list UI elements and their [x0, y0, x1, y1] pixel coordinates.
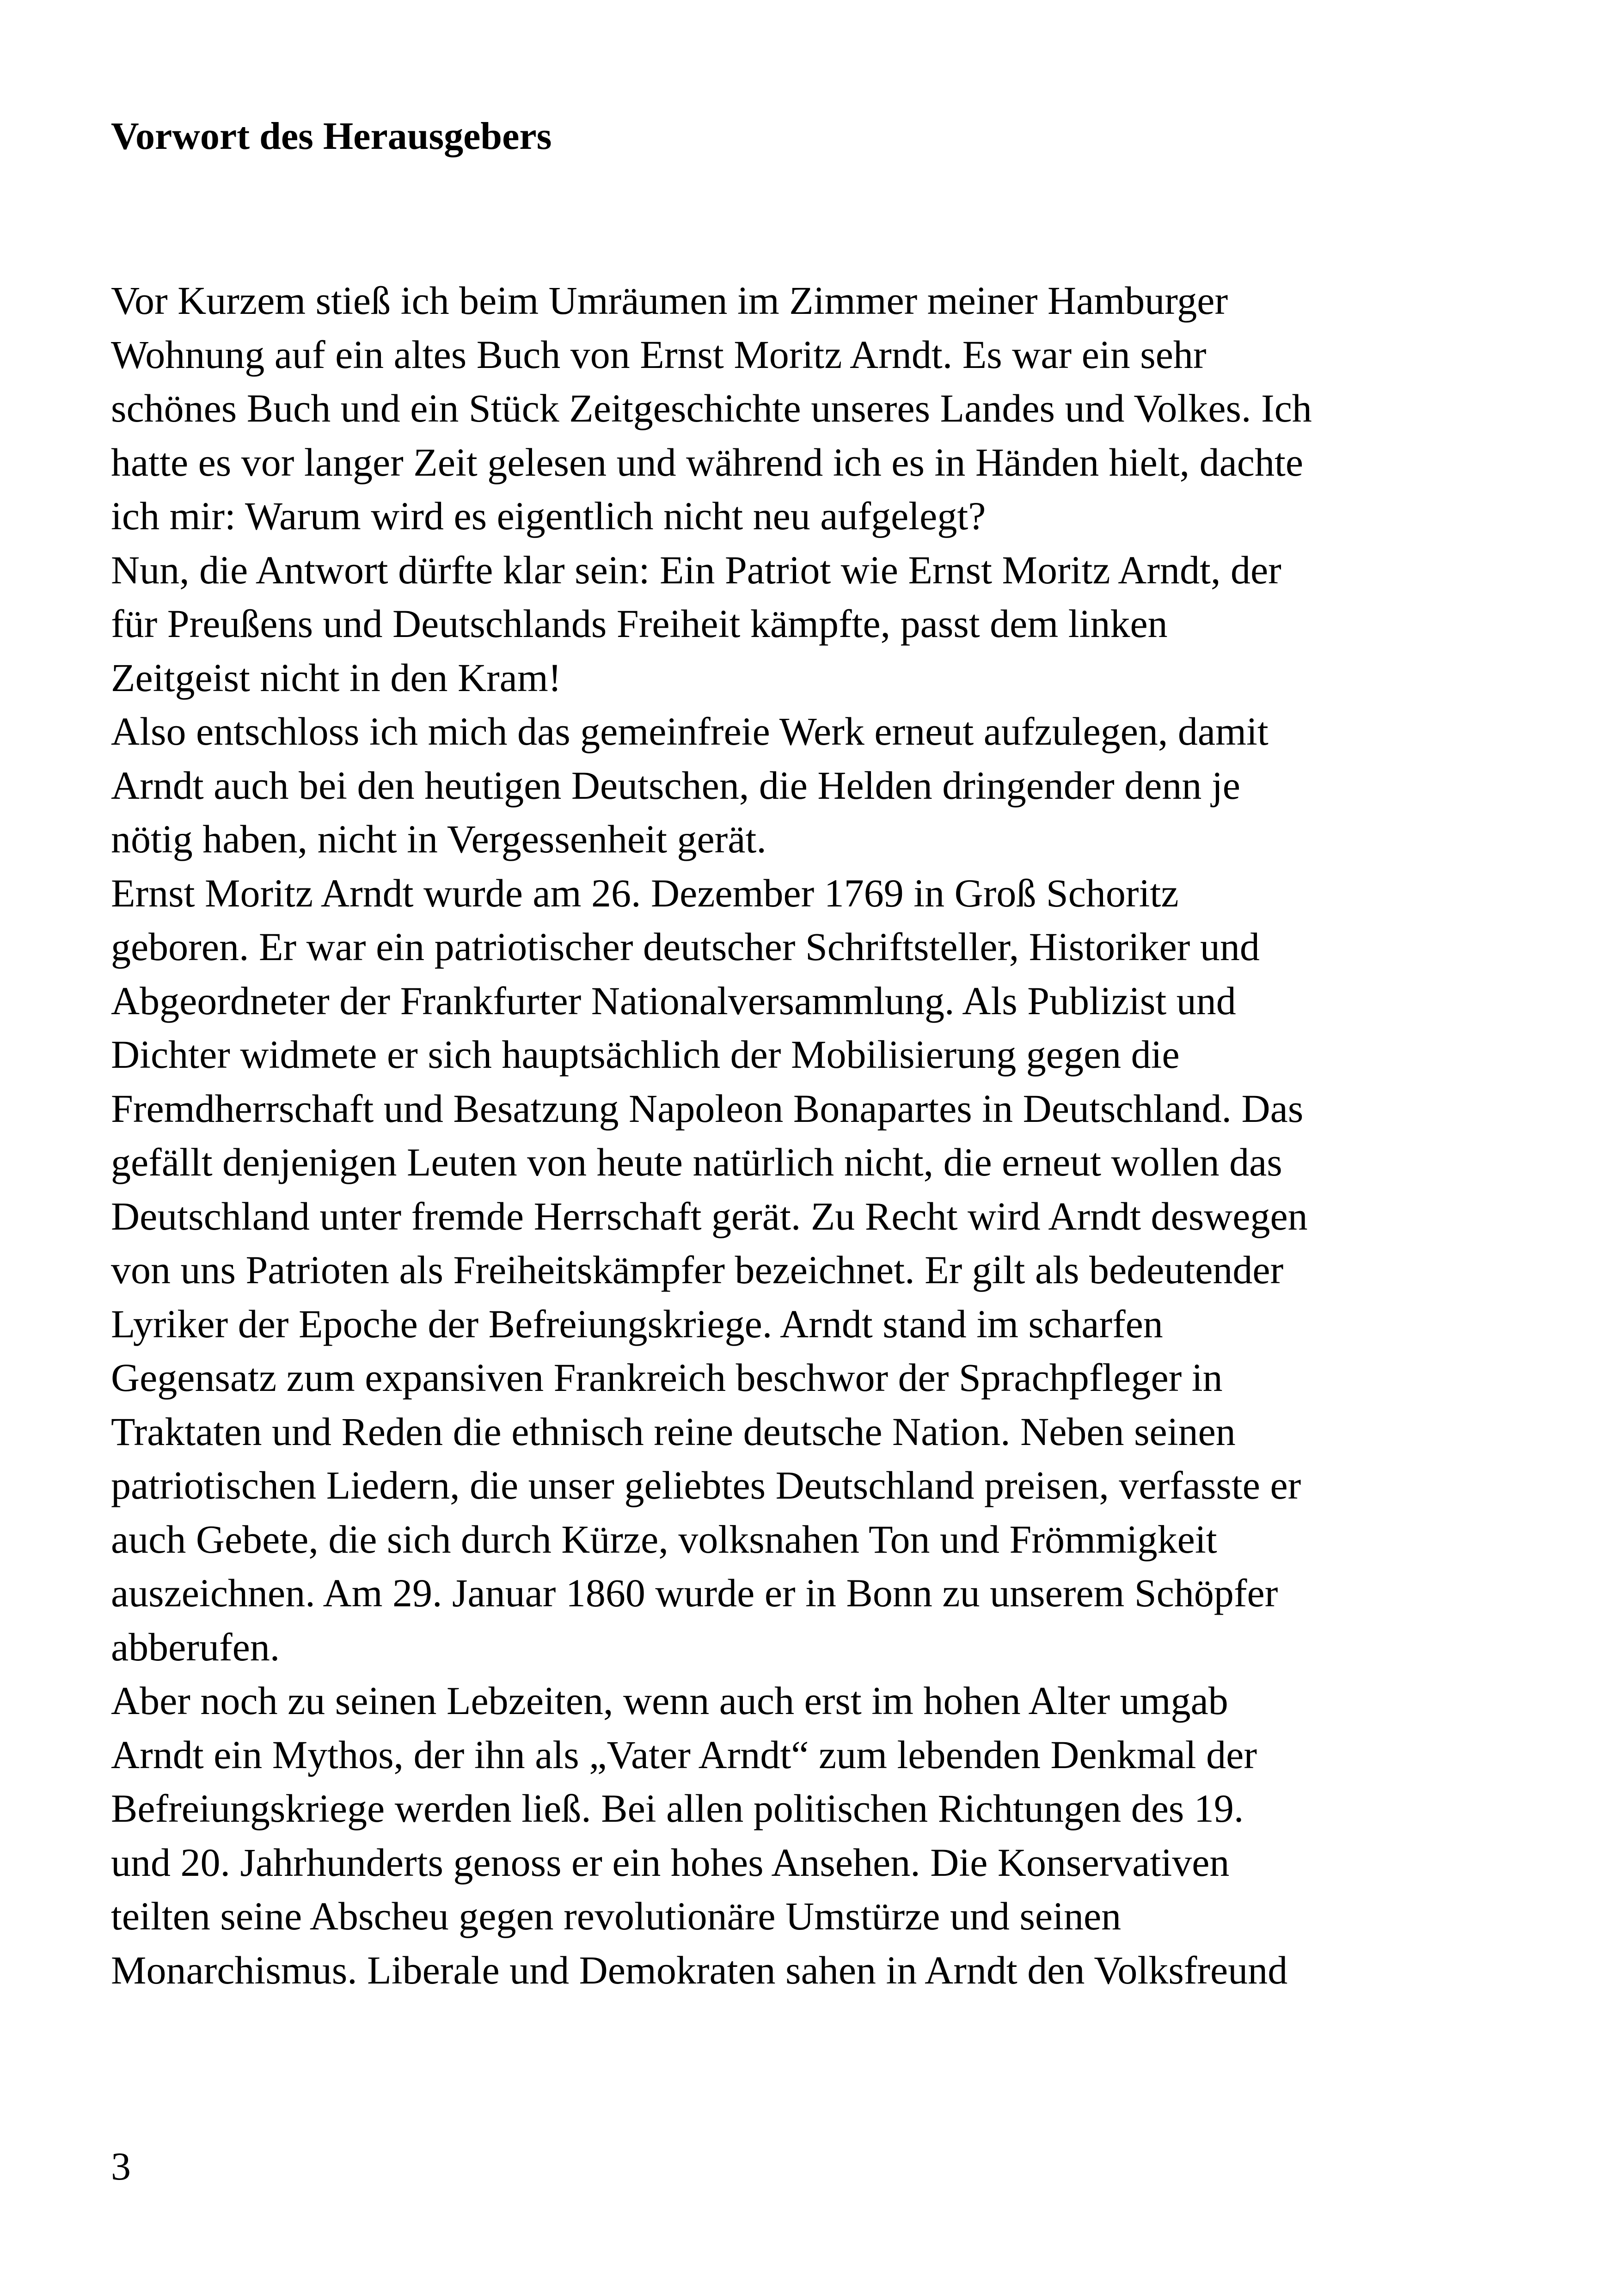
text-line: Wohnung auf ein altes Buch von Ernst Moritz Arndt. Es war ein sehr — [111, 332, 1207, 377]
text-line: gefällt denjenigen Leuten von heute natürlich nicht, die erneut wollen das — [111, 1140, 1282, 1184]
text-line: und 20. Jahrhunderts genoss er ein hohes Ansehen. Die Konservativen — [111, 1840, 1230, 1885]
text-line: schönes Buch und ein Stück Zeitgeschichte unseres Landes und Volkes. Ich — [111, 386, 1312, 430]
text-line: Fremdherrschaft und Besatzung Napoleon Bonapartes in Deutschland. Das — [111, 1086, 1304, 1131]
text-line: Arndt ein Mythos, der ihn als „Vater Arndt“ zum lebenden Denkmal der — [111, 1732, 1257, 1777]
text-line: Arndt auch bei den heutigen Deutschen, die Helden dringender denn je — [111, 763, 1240, 808]
text-line: auszeichnen. Am 29. Januar 1860 wurde er in Bonn zu unserem Schöpfer — [111, 1571, 1278, 1615]
page-number: 3 — [111, 2144, 131, 2188]
body-text — [111, 274, 1544, 1997]
text-line: Lyriker der Epoche der Befreiungskriege. Arndt stand im scharfen — [111, 1301, 1163, 1346]
text-line: patriotischen Liedern, die unser geliebtes Deutschland preisen, verfasste er — [111, 1463, 1301, 1507]
text-line: Also entschloss ich mich das gemeinfreie Werk erneut aufzulegen, damit — [111, 709, 1269, 753]
text-line: Ernst Moritz Arndt wurde am 26. Dezember 1769 in Groß Schoritz — [111, 870, 1179, 915]
text-line: Vor Kurzem stieß ich beim Umräumen im Zimmer meiner Hamburger — [111, 278, 1228, 323]
text-line: nötig haben, nicht in Vergessenheit gerät. — [111, 817, 766, 861]
text-line: Gegensatz zum expansiven Frankreich beschwor der Sprachpfleger in — [111, 1355, 1223, 1400]
text-line: Monarchismus. Liberale und Demokraten sahen in Arndt den Volksfreund — [111, 1947, 1288, 1992]
text-line: teilten seine Abscheu gegen revolutionäre Umstürze und seinen — [111, 1894, 1122, 1938]
text-line: abberufen. — [111, 1624, 280, 1669]
text-line: Aber noch zu seinen Lebzeiten, wenn auch erst im hohen Alter umgab — [111, 1678, 1228, 1723]
text-line: Dichter widmete er sich hauptsächlich der Mobilisierung gegen die — [111, 1032, 1180, 1077]
text-line: Nun, die Antwort dürfte klar sein: Ein Patriot wie Ernst Moritz Arndt, der — [111, 547, 1281, 592]
text-line: Abgeordneter der Frankfurter Nationalversammlung. Als Publizist und — [111, 978, 1236, 1023]
text-line: ich mir: Warum wird es eigentlich nicht neu aufgelegt? — [111, 494, 986, 538]
text-line: Traktaten und Reden die ethnisch reine deutsche Nation. Neben seinen — [111, 1409, 1236, 1454]
text-line: für Preußens und Deutschlands Freiheit kämpfte, passt dem linken — [111, 601, 1168, 646]
page-heading: Vorwort des Herausgebers — [111, 115, 552, 158]
text-line: auch Gebete, die sich durch Kürze, volksnahen Ton und Frömmigkeit — [111, 1517, 1217, 1561]
text-line: Befreiungskriege werden ließ. Bei allen politischen Richtungen des 19. — [111, 1786, 1244, 1831]
text-line: von uns Patrioten als Freiheitskämpfer bezeichnet. Er gilt als bedeutender — [111, 1248, 1284, 1292]
text-line: Zeitgeist nicht in den Kram! — [111, 655, 562, 700]
text-line: Deutschland unter fremde Herrschaft gerät. Zu Recht wird Arndt deswegen — [111, 1194, 1308, 1238]
text-line: hatte es vor langer Zeit gelesen und während ich es in Händen hielt, dachte — [111, 440, 1304, 484]
text-line: geboren. Er war ein patriotischer deutscher Schriftsteller, Historiker und — [111, 925, 1260, 969]
